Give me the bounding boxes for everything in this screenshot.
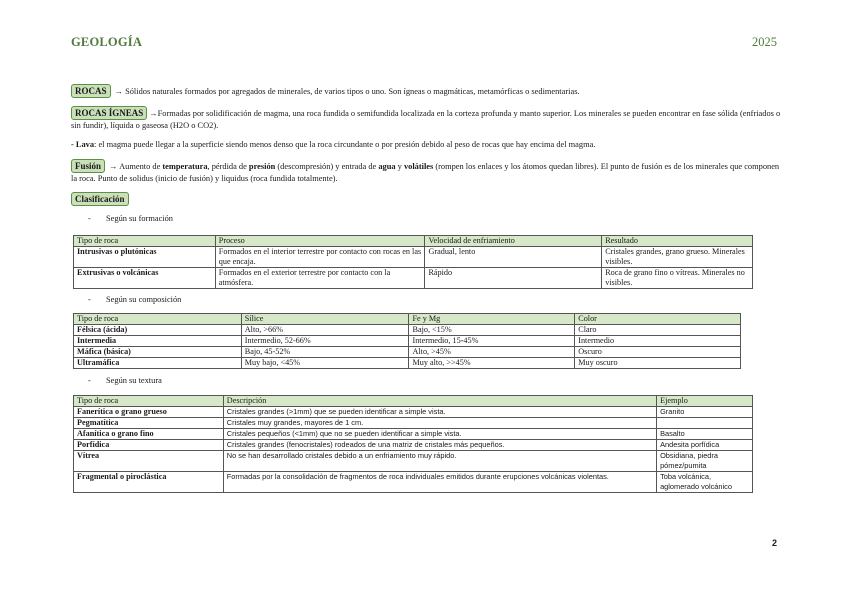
igneas-text: →Formadas por solidificación de magma, una roca fundida o semifundida localizada en la corteza profunda y manto superior. Los minerales se pueden encontrar en fase sólida (enfriados o sin fundir), líquida o gaseosa (H2O o CO2). bbox=[71, 109, 781, 130]
table-cell: Máfica (básica) bbox=[74, 347, 242, 358]
table-composicion bbox=[73, 313, 741, 369]
igneas-paragraph bbox=[71, 106, 781, 131]
table-header: Tipo de roca bbox=[74, 314, 242, 325]
bullet-dash: - bbox=[88, 376, 91, 385]
table-header: Descripción bbox=[223, 396, 656, 407]
table-cell: Vítrea bbox=[74, 451, 224, 472]
table-cell: Muy alto, >>45% bbox=[409, 358, 575, 369]
fusion-text-1: → Aumento de bbox=[107, 162, 163, 171]
rocas-paragraph bbox=[71, 84, 781, 98]
bullet-dash: - bbox=[88, 295, 91, 304]
table-cell: Andesita porfídica bbox=[657, 440, 753, 451]
table-header: Ejemplo bbox=[657, 396, 753, 407]
page-number: 2 bbox=[771, 538, 777, 548]
igneas-tag: ROCAS ÍGNEAS bbox=[71, 106, 147, 120]
table-cell: Gradual, lento bbox=[425, 247, 602, 268]
table-cell: Félsica (ácida) bbox=[74, 325, 242, 336]
table-cell: Alto, >66% bbox=[241, 325, 409, 336]
table-cell: Cristales pequeños (<1mm) que no se pueden identificar a simple vista. bbox=[223, 429, 656, 440]
table-cell: Intermedia bbox=[74, 336, 242, 347]
table-cell: Formadas por la consolidación de fragmentos de roca individuales emitidos durante erupciones volcánicas violentas. bbox=[223, 472, 656, 493]
table-cell: Bajo, <15% bbox=[409, 325, 575, 336]
table-cell: Obsidiana, piedra pómez/pumita bbox=[657, 451, 753, 472]
table-cell: Basalto bbox=[657, 429, 753, 440]
table-cell: Ultramáfica bbox=[74, 358, 242, 369]
table-header: Tipo de roca bbox=[74, 396, 224, 407]
bullet-textura-text: Según su textura bbox=[106, 376, 162, 385]
table-cell: Rápido bbox=[425, 268, 602, 289]
document-title: GEOLOGÍA bbox=[71, 35, 143, 49]
table-header-row bbox=[74, 314, 741, 325]
table-cell: Intermedio, 52-66% bbox=[241, 336, 409, 347]
table-cell: Formados en el exterior terrestre por contacto con la atmósfera. bbox=[215, 268, 425, 289]
table-cell: Formados en el interior terrestre por contacto con rocas en las que encaja. bbox=[215, 247, 425, 268]
table-row bbox=[74, 440, 753, 451]
table-cell: Bajo, 45-52% bbox=[241, 347, 409, 358]
table-cell: Porfídica bbox=[74, 440, 224, 451]
table-cell: Intermedio bbox=[575, 336, 741, 347]
table-header-row bbox=[74, 396, 753, 407]
table-cell: Fanerítica o grano grueso bbox=[74, 407, 224, 418]
rocas-tag: ROCAS bbox=[71, 84, 111, 98]
fusion-paragraph bbox=[71, 159, 781, 184]
table-row bbox=[74, 429, 753, 440]
table-cell: Toba volcánica, aglomerado volcánico bbox=[657, 472, 753, 493]
table-row bbox=[74, 347, 741, 358]
table-formacion bbox=[73, 235, 753, 289]
fusion-bold-presion: presión bbox=[248, 162, 276, 171]
bullet-textura bbox=[88, 375, 162, 386]
table-cell: Oscuro bbox=[575, 347, 741, 358]
bullet-formacion-text: Según su formación bbox=[106, 214, 173, 223]
lava-paragraph bbox=[71, 139, 781, 150]
fusion-bold-volatiles: volátiles bbox=[403, 162, 434, 171]
table-header: Proceso bbox=[215, 236, 425, 247]
table-cell: Muy oscuro bbox=[575, 358, 741, 369]
table-header: Velocidad de enfriamiento bbox=[425, 236, 602, 247]
table-textura bbox=[73, 395, 753, 493]
table-row bbox=[74, 336, 741, 347]
table-header: Sílice bbox=[241, 314, 409, 325]
table-header-row bbox=[74, 236, 753, 247]
table-cell: Cristales grandes, grano grueso. Minerales visibles. bbox=[602, 247, 753, 268]
table-cell bbox=[657, 418, 753, 429]
fusion-bold-agua: agua bbox=[378, 162, 396, 171]
table-cell: Cristales muy grandes, mayores de 1 cm. bbox=[223, 418, 656, 429]
table-row bbox=[74, 472, 753, 493]
clasificacion-tag: Clasificación bbox=[71, 192, 129, 206]
table-row bbox=[74, 418, 753, 429]
table-cell: Claro bbox=[575, 325, 741, 336]
bullet-composicion-text: Según su composición bbox=[106, 295, 182, 304]
table-cell: Extrusivas o volcánicas bbox=[74, 268, 216, 289]
table-cell: Muy bajo, <45% bbox=[241, 358, 409, 369]
table-row bbox=[74, 247, 753, 268]
table-cell: Pegmatítica bbox=[74, 418, 224, 429]
fusion-tag: Fusión bbox=[71, 159, 105, 173]
table-row bbox=[74, 268, 753, 289]
table-cell: Afanítica o grano fino bbox=[74, 429, 224, 440]
table-cell: Intrusivas o plutónicas bbox=[74, 247, 216, 268]
table-row bbox=[74, 325, 741, 336]
table-row bbox=[74, 407, 753, 418]
fusion-bold-temperatura: temperatura bbox=[162, 162, 208, 171]
table-header: Resultado bbox=[602, 236, 753, 247]
bullet-formacion bbox=[88, 213, 173, 224]
table-cell: Granito bbox=[657, 407, 753, 418]
clasificacion-heading bbox=[71, 192, 781, 206]
rocas-text: → Sólidos naturales formados por agregados de minerales, de varios tipos o uno. Son ígneas o magmáticas, metamórficas o sedimentarias. bbox=[114, 87, 580, 96]
table-row bbox=[74, 451, 753, 472]
table-cell: Cristales grandes (fenocristales) rodeados de una matriz de cristales más pequeños. bbox=[223, 440, 656, 451]
bullet-composicion bbox=[88, 294, 181, 305]
table-cell: Intermedio, 15-45% bbox=[409, 336, 575, 347]
table-header: Fe y Mg bbox=[409, 314, 575, 325]
table-row bbox=[74, 358, 741, 369]
table-cell: Roca de grano fino o vítreas. Minerales no visibles. bbox=[602, 268, 753, 289]
table-cell: Alto, >45% bbox=[409, 347, 575, 358]
table-cell: Fragmental o piroclástica bbox=[74, 472, 224, 493]
table-header: Color bbox=[575, 314, 741, 325]
fusion-text-2: , pérdida de bbox=[207, 162, 249, 171]
table-header: Tipo de roca bbox=[74, 236, 216, 247]
lava-label: - Lava bbox=[71, 140, 95, 149]
lava-text: : el magma puede llegar a la superficie siendo menos denso que la roca circundante o por presión debido al peso de rocas que hay encima del magma. bbox=[94, 140, 596, 149]
bullet-dash: - bbox=[88, 214, 91, 223]
fusion-text-5: (rompen los enlaces y los átomos quedan libres). El punto de fusión es de los minerales que componen la roca. Punto de solidus (inicio de fusión) y liquidus (roca fundida totalmente). bbox=[71, 162, 780, 183]
fusion-text-3: (descompresión) y entrada de bbox=[275, 162, 379, 171]
fusion-text-4: y bbox=[395, 162, 404, 171]
table-cell: No se han desarrollado cristales debido a un enfriamiento muy rápido. bbox=[223, 451, 656, 472]
document-year: 2025 bbox=[752, 35, 777, 49]
table-cell: Cristales grandes (>1mm) que se pueden identificar a simple vista. bbox=[223, 407, 656, 418]
